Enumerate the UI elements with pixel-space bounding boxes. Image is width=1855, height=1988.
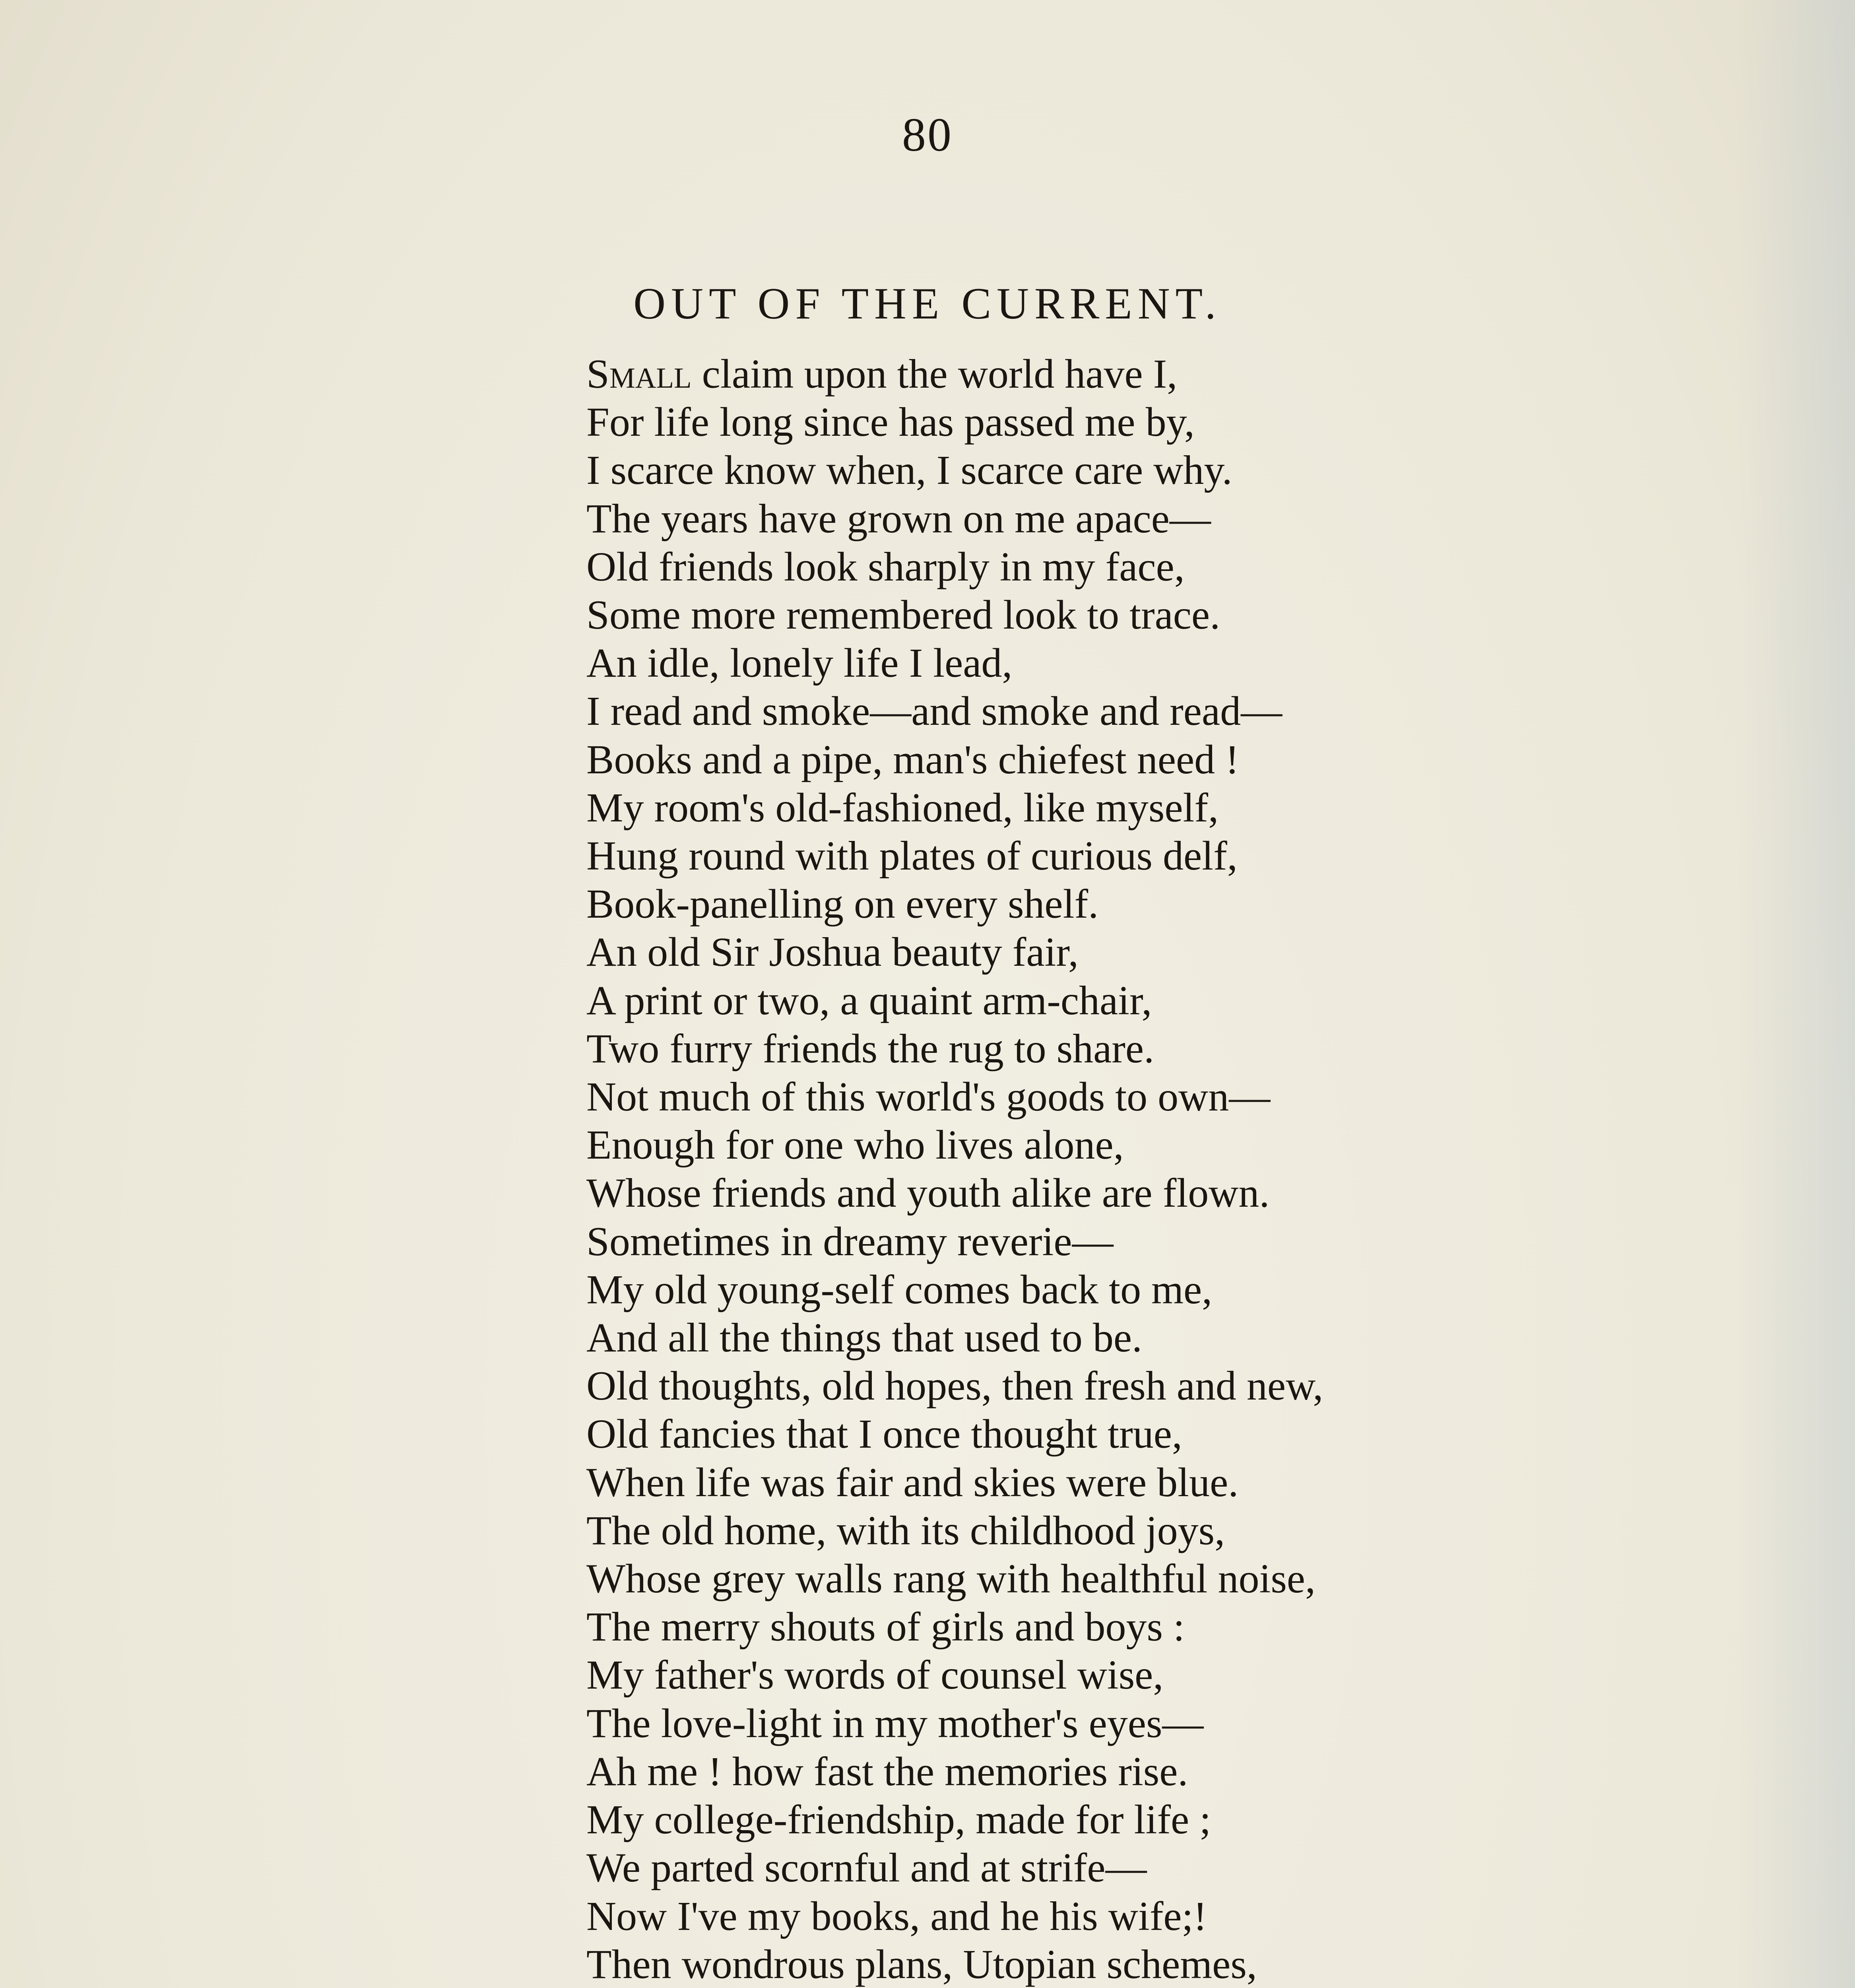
poem-line: Hung round with plates of curious delf, [586,833,1238,879]
poem-line: Old friends look sharply in my face, [586,544,1185,590]
poem-line: Then wondrous plans, Utopian schemes, [586,1941,1257,1987]
poem-title: OUT OF THE CURRENT. [633,279,1222,328]
poem-line: We parted scornful and at strife— [586,1845,1147,1891]
poem-line: An idle, lonely life I lead, [586,640,1013,686]
poem-body [586,350,1739,1988]
stanza [586,1796,1739,1940]
poem-line: An old Sir Joshua beauty fair, [586,929,1079,975]
poem-line: The old home, with its childhood joys, [586,1507,1225,1553]
stanza [586,1217,1739,1362]
poem-line: Whose grey walls rang with healthful noise, [586,1556,1316,1602]
poem-line: Two furry friends the rug to share. [586,1025,1155,1072]
poem-line: Old fancies that I once thought true, [586,1411,1182,1457]
poem-line: I scarce know when, I scarce care why. [586,447,1232,493]
poem-line: When life was fair and skies were blue. [586,1459,1239,1505]
poem-line: For life long since has passed me by, [586,399,1195,445]
stanza [586,784,1739,928]
poem-line: Now I've my books, and he his wife;! [586,1893,1207,1939]
poem-line: The years have grown on me apace— [586,495,1211,542]
poem-line: A print or two, a quaint arm-chair, [586,977,1152,1023]
stanza [586,1507,1739,1651]
poem-line: Books and a pipe, man's chiefest need ! [586,736,1239,782]
stanza [586,495,1739,639]
stanza [586,928,1739,1073]
poem-line: Some more remembered look to trace. [586,592,1220,638]
poem-line: Small claim upon the world have I, [586,351,1178,397]
stanza [586,1940,1739,1988]
poem-line: The love-light in my mother's eyes— [586,1700,1204,1746]
stanza [586,1651,1739,1796]
poem-line: I read and smoke—and smoke and read— [586,688,1283,734]
poem-line-first-word: Small [586,351,692,397]
poem-line: And all the things that used to be. [586,1315,1143,1361]
poem-line: My room's old-fashioned, like myself, [586,784,1219,831]
stanza [586,1362,1739,1507]
stanza [586,639,1739,784]
poem-line: My college-friendship, made for life ; [586,1797,1211,1843]
page-number: 80 [902,108,953,161]
poem-line: Whose friends and youth alike are flown. [586,1170,1270,1216]
poem-line: My father's words of counsel wise, [586,1652,1164,1698]
poem-line: Book-panelling on every shelf. [586,881,1099,927]
poem-line: My old young-self comes back to me, [586,1266,1213,1312]
poem-line: Sometimes in dreamy reverie— [586,1218,1114,1264]
poem-line: Ah me ! how fast the memories rise. [586,1748,1188,1794]
poem-line: Enough for one who lives alone, [586,1122,1124,1168]
poem-line: Old thoughts, old hopes, then fresh and new, [586,1363,1323,1409]
stanza [586,350,1739,495]
poem-line: The merry shouts of girls and boys : [586,1604,1185,1650]
poem-line: Not much of this world's goods to own— [586,1074,1271,1120]
stanza [586,1073,1739,1217]
